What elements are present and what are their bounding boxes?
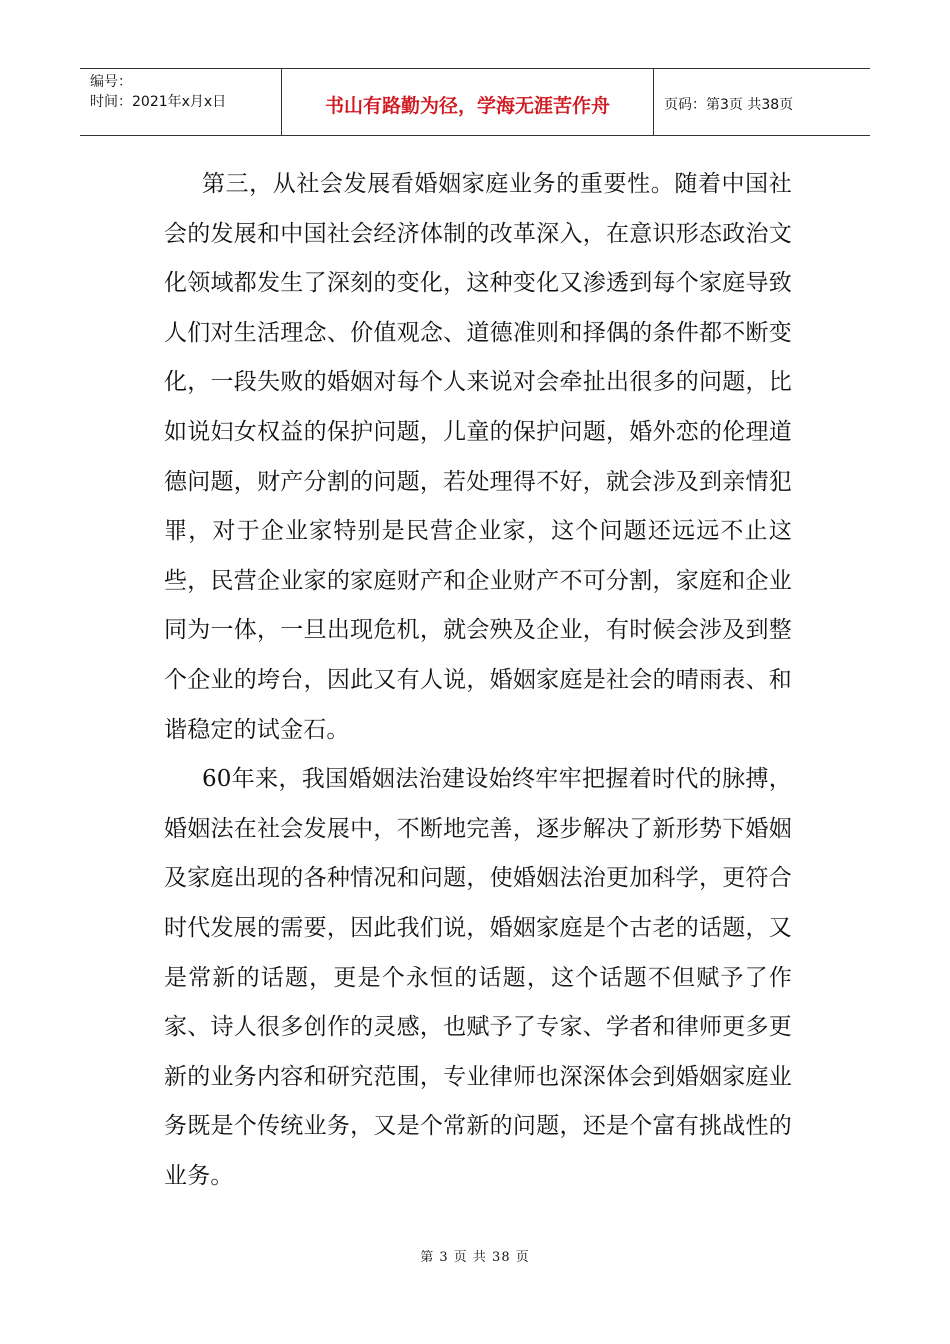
paragraph-1: 第三，从社会发展看婚姻家庭业务的重要性。随着中国社会的发展和中国社会经济体制的改革深入，在意识形态政治文化领域都发生了深刻的变化，这种变化又渗透到每个家庭导致人们对生活理念、价值观念、道德准则和择偶的条件都不断变化，一段失败的婚姻对每个人来说对会牵扯出很多的问题，比如说妇女权益的保护问题，儿童的保护问题，婚外恋的伦理道德问题，财产分割的问题，若处理得不好，就会涉及到亲情犯罪，对于企业家特别是民营企业家，这个问题还远远不止这些，民营企业家的家庭财产和企业财产不可分割，家庭和企业同为一体，一旦出现危机，就会殃及企业，有时候会涉及到整个企业的垮台，因此又有人说，婚姻家庭是社会的晴雨表、和谐稳定的试金石。	[164, 171, 792, 743]
header-meta	[80, 69, 282, 135]
page-footer: 第 3 页 共 38 页	[420, 1250, 530, 1265]
header-page-info: 页码：第3页 共38页	[664, 97, 794, 113]
document-number-label: 编号：	[90, 74, 132, 90]
page-header	[80, 68, 870, 136]
document-date: 时间：2021年x月x日	[90, 94, 227, 110]
paragraph-2: 60年来，我国婚姻法治建设始终牢牢把握着时代的脉搏，婚姻法在社会发展中，不断地完善，逐步解决了新形势下婚姻及家庭出现的各种情况和问题，使婚姻法治更加科学，更符合时代发展的需要，因此我们说，婚姻家庭是个古老的话题，又是常新的话题，更是个永恒的话题，这个话题不但赋予了作家、诗人很多创作的灵感，也赋予了专家、学者和律师更多更新的业务内容和研究范围，专业律师也深深体会到婚姻家庭业务既是个传统业务，又是个常新的问题，还是个富有挑战性的业务。	[164, 766, 792, 1189]
document-body	[164, 160, 792, 1201]
header-motto: 书山有路勤为径，学海无涯苦作舟	[282, 69, 654, 135]
